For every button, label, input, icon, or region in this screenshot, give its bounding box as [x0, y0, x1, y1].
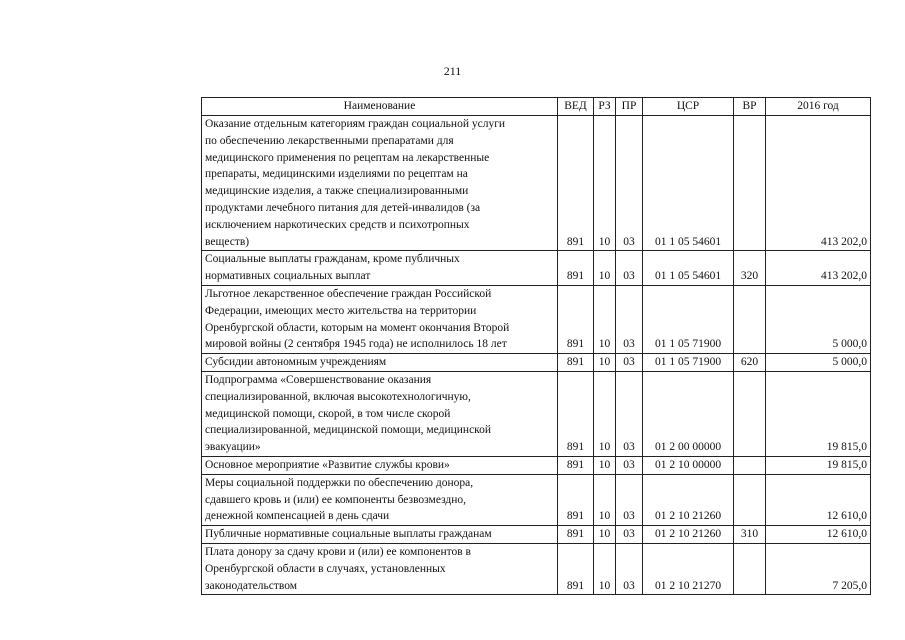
row-name-line: Субсидии автономным учреждениям — [205, 356, 387, 369]
row-name — [202, 526, 558, 544]
row-pr: 03 — [616, 251, 643, 286]
row-name-line: Оренбургской области, которым на момент окончания Второй — [205, 321, 510, 334]
row-name-line: по обеспечению лекарственными препаратами для — [205, 134, 454, 147]
header-pr: ПР — [616, 98, 643, 116]
row-name — [202, 474, 558, 525]
row-ved: 891 — [558, 116, 594, 251]
row-rz: 10 — [594, 285, 616, 353]
row-name — [202, 371, 558, 456]
row-name — [202, 354, 558, 372]
row-name-line: Подпрограмма «Совершенствование оказания — [205, 373, 432, 386]
row-name-line: продуктами лечебного питания для детей-инвалидов (за — [205, 201, 481, 214]
row-ved: 891 — [558, 474, 594, 525]
row-name-line: препараты, медицинскими изделиями по рецептам на — [205, 168, 468, 181]
row-csr: 01 2 10 21260 — [643, 526, 734, 544]
row-name-line: исключением наркотических средств и психотропных — [205, 218, 470, 231]
table-row — [202, 474, 871, 525]
row-sum: 12 610,0 — [766, 526, 871, 544]
row-ved: 891 — [558, 251, 594, 286]
row-vr — [734, 116, 766, 251]
budget-table — [201, 97, 871, 595]
header-year: 2016 год — [766, 98, 871, 116]
row-ved: 891 — [558, 526, 594, 544]
row-name-line: Федерации, имеющих место жительства на территории — [205, 304, 477, 317]
row-rz: 10 — [594, 526, 616, 544]
row-pr: 03 — [616, 543, 643, 594]
row-vr — [734, 543, 766, 594]
row-name-line: мировой войны (2 сентября 1945 года) не исполнилось 18 лет — [205, 338, 507, 351]
row-name-line: Основное мероприятие «Развитие службы крови» — [205, 458, 450, 471]
row-csr: 01 1 05 71900 — [643, 354, 734, 372]
row-pr: 03 — [616, 285, 643, 353]
row-sum: 413 202,0 — [766, 116, 871, 251]
row-ved: 891 — [558, 543, 594, 594]
table-body — [202, 116, 871, 595]
page-number: 211 — [443, 64, 462, 78]
row-csr: 01 2 10 00000 — [643, 456, 734, 474]
row-vr — [734, 371, 766, 456]
row-name-line: медицинского применения по рецептам на лекарственные — [205, 151, 490, 164]
row-name-line: нормативных социальных выплат — [205, 270, 371, 283]
row-name-line: специализированной, включая высокотехнологичную, — [205, 390, 471, 403]
row-name-line: сдавшего кровь и (или) ее компоненты безвозмездно, — [205, 493, 467, 506]
row-rz: 10 — [594, 371, 616, 456]
table-header-row — [202, 98, 871, 116]
header-vr: ВР — [734, 98, 766, 116]
header-rz: РЗ — [594, 98, 616, 116]
row-sum: 19 815,0 — [766, 371, 871, 456]
row-pr: 03 — [616, 354, 643, 372]
row-ved: 891 — [558, 371, 594, 456]
row-name-line: медицинские изделия, а также специализированными — [205, 185, 469, 198]
row-name — [202, 116, 558, 251]
row-csr: 01 1 05 71900 — [643, 285, 734, 353]
row-sum: 19 815,0 — [766, 456, 871, 474]
row-name-line: медицинской помощи, скорой, в том числе скорой — [205, 407, 451, 420]
row-rz: 10 — [594, 251, 616, 286]
row-csr: 01 2 00 00000 — [643, 371, 734, 456]
row-csr: 01 1 05 54601 — [643, 116, 734, 251]
row-pr: 03 — [616, 456, 643, 474]
row-name-line: Публичные нормативные социальные выплаты гражданам — [205, 528, 492, 541]
row-name-line: Оказание отдельным категориям граждан социальной услуги — [205, 118, 506, 130]
table-row — [202, 526, 871, 544]
row-pr: 03 — [616, 526, 643, 544]
row-pr: 03 — [616, 371, 643, 456]
row-name — [202, 543, 558, 594]
row-rz: 10 — [594, 116, 616, 251]
header-csr: ЦСР — [643, 98, 734, 116]
row-name-line: Плата донору за сдачу крови и (или) ее компонентов в — [205, 545, 471, 558]
table-row — [202, 285, 871, 353]
row-rz: 10 — [594, 354, 616, 372]
row-vr: 310 — [734, 526, 766, 544]
row-name-line: Меры социальной поддержки по обеспечению донора, — [205, 476, 474, 489]
row-name-line: Социальные выплаты гражданам, кроме публичных — [205, 253, 460, 266]
table-row — [202, 456, 871, 474]
row-vr: 620 — [734, 354, 766, 372]
row-name-line: Оренбургской области в случаях, установленных — [205, 562, 446, 575]
row-name-line: законодательством — [205, 579, 298, 592]
table-row — [202, 354, 871, 372]
table-row — [202, 371, 871, 456]
table-row — [202, 543, 871, 594]
row-ved: 891 — [558, 354, 594, 372]
row-ved: 891 — [558, 456, 594, 474]
row-csr: 01 1 05 54601 — [643, 251, 734, 286]
row-sum: 7 205,0 — [766, 543, 871, 594]
row-name-line: специализированной, медицинской помощи, медицинской — [205, 424, 492, 437]
header-ved: ВЕД — [558, 98, 594, 116]
row-sum: 12 610,0 — [766, 474, 871, 525]
row-rz: 10 — [594, 474, 616, 525]
table-row — [202, 251, 871, 286]
row-vr — [734, 285, 766, 353]
row-name — [202, 251, 558, 286]
row-name-line: эвакуации» — [205, 441, 261, 454]
row-vr: 320 — [734, 251, 766, 286]
row-vr — [734, 474, 766, 525]
row-csr: 01 2 10 21260 — [643, 474, 734, 525]
row-rz: 10 — [594, 456, 616, 474]
row-ved: 891 — [558, 285, 594, 353]
row-name-line: веществ) — [205, 235, 250, 248]
header-name: Наименование — [202, 98, 558, 116]
row-sum: 5 000,0 — [766, 285, 871, 353]
row-name — [202, 285, 558, 353]
row-vr — [734, 456, 766, 474]
row-name — [202, 456, 558, 474]
table-row — [202, 116, 871, 251]
row-name-line: Льготное лекарственное обеспечение граждан Российской — [205, 287, 492, 300]
row-rz: 10 — [594, 543, 616, 594]
row-pr: 03 — [616, 474, 643, 525]
row-csr: 01 2 10 21270 — [643, 543, 734, 594]
row-pr: 03 — [616, 116, 643, 251]
row-sum: 413 202,0 — [766, 251, 871, 286]
row-sum: 5 000,0 — [766, 354, 871, 372]
row-name-line: денежной компенсацией в день сдачи — [205, 510, 390, 523]
